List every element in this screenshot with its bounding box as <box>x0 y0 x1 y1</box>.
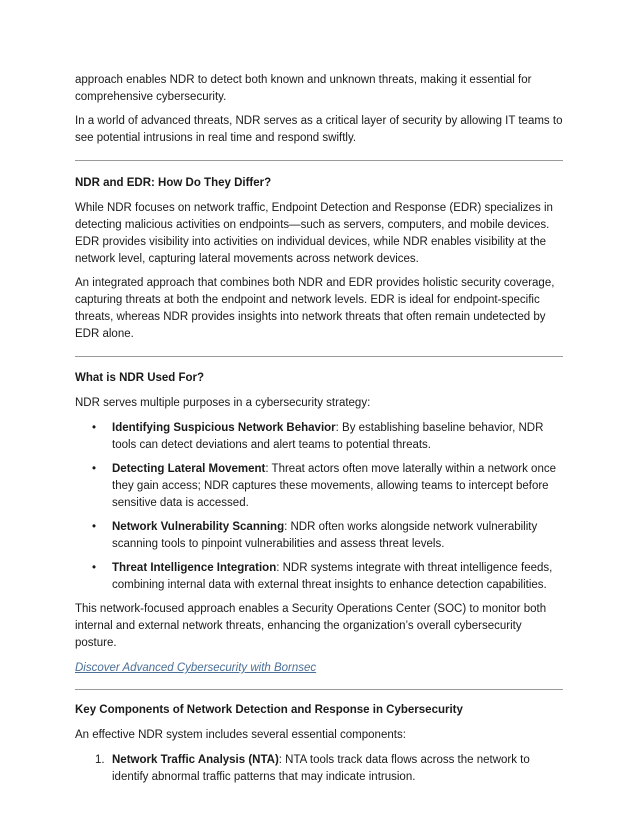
list-item-text: : Threat actors often move laterally within a network once they gain access; NDR captures these movements, allowing teams to intercept before sensitive data is accessed. <box>112 463 556 509</box>
page-content <box>75 72 563 786</box>
ndr-uses-list <box>75 420 563 594</box>
section-heading-ndr-uses: What is NDR Used For? <box>75 372 205 384</box>
section-divider-1 <box>75 160 563 161</box>
key-components-list <box>75 752 563 786</box>
section-heading-ndr-vs-edr: NDR and EDR: How Do They Differ? <box>75 177 272 189</box>
ndr-uses-intro: NDR serves multiple purposes in a cybersecurity strategy: <box>75 397 371 409</box>
list-item <box>75 560 563 594</box>
list-item-title: Identifying Suspicious Network Behavior <box>112 422 336 434</box>
bullet-icon: • <box>92 521 97 533</box>
list-item-text: : NDR often works alongside network vulnerability scanning tools to pinpoint vulnerabilities and assess threat levels. <box>112 521 538 550</box>
intro-paragraph-1: approach enables NDR to detect both known and unknown threats, making it essential for comprehensive cybersecurity. <box>75 74 532 103</box>
list-item-text: : NTA tools track data flows across the network to identify abnormal traffic patterns that may indicate intrusion. <box>112 754 530 783</box>
link-paragraph <box>75 660 563 677</box>
ndr-vs-edr-paragraph-1: While NDR focuses on network traffic, Endpoint Detection and Response (EDR) specializes in detecting malicious activities on endpoints—such as servers, computers, and mobile devices. EDR provides visibility into activities on individual devices, while NDR enables visibility at the network level, capturing lateral movements across network devices. <box>75 202 553 265</box>
bullet-icon: • <box>92 562 97 574</box>
bullet-icon: • <box>92 422 97 434</box>
section-heading-key-components: Key Components of Network Detection and Response in Cybersecurity <box>75 704 463 716</box>
list-item-text: : NDR systems integrate with threat intelligence feeds, combining internal data with external threat insights to enhance detection capabilities. <box>112 562 553 591</box>
list-item-title: Detecting Lateral Movement <box>112 463 266 475</box>
ndr-vs-edr-paragraph-2: An integrated approach that combines both NDR and EDR provides holistic security coverage, capturing threats at both the endpoint and network levels. EDR is ideal for endpoint-specific threats, whereas NDR provides insights into network threats that often remain undetected by EDR alone. <box>75 277 555 340</box>
section-divider-3 <box>75 689 563 690</box>
list-item-title: Threat Intelligence Integration <box>112 562 277 574</box>
list-item-number: 1. <box>95 754 105 766</box>
key-components-intro: An effective NDR system includes several essential components: <box>75 729 406 741</box>
bullet-icon: • <box>92 463 97 475</box>
list-item <box>75 420 563 454</box>
list-item-title: Network Traffic Analysis (NTA) <box>112 754 279 766</box>
list-item <box>75 752 563 786</box>
list-item-text: : By establishing baseline behavior, NDR tools can detect deviations and alert teams to potential threats. <box>112 422 544 451</box>
list-item <box>75 519 563 553</box>
discover-bornsec-link[interactable]: Discover Advanced Cybersecurity with Bornsec <box>75 662 317 674</box>
list-item-title: Network Vulnerability Scanning <box>112 521 285 533</box>
ndr-uses-outro: This network-focused approach enables a Security Operations Center (SOC) to monitor both internal and external network threats, enhancing the organization’s overall cybersecurity posture. <box>75 603 547 649</box>
list-item <box>75 461 563 512</box>
section-divider-2 <box>75 356 563 357</box>
intro-paragraph-2: In a world of advanced threats, NDR serves as a critical layer of security by allowing IT teams to see potential intrusions in real time and respond swiftly. <box>75 115 563 144</box>
